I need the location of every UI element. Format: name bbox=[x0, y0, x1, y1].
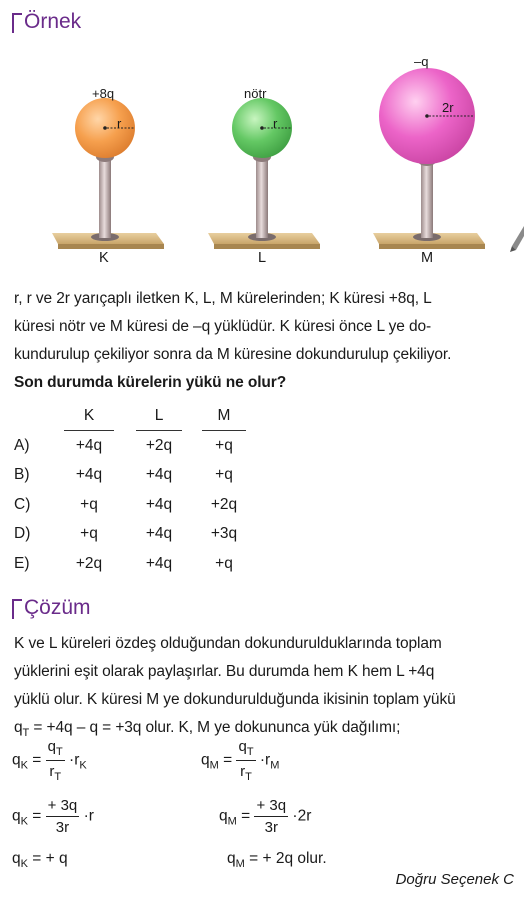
solution-line: K ve L küreleri özdeş olduğundan dokundurulduklarında toplam bbox=[14, 635, 442, 652]
question-line: kundurulup çekiliyor sonra da M küresine dokundurulup çekiliyor. bbox=[14, 346, 452, 363]
option-value-K: +2q bbox=[75, 554, 103, 572]
option-value-M: +q bbox=[215, 436, 233, 454]
solution-heading: Çözüm bbox=[24, 596, 91, 619]
sphere-K-charge: +8q bbox=[92, 86, 115, 101]
question-line: küresi nötr ve M küresi de –q yüklüdür. K küresi önce L ye do- bbox=[14, 318, 432, 335]
option-letter: E) bbox=[14, 554, 30, 572]
sphere-L-letter: L bbox=[258, 250, 267, 266]
sphere-L-stand bbox=[208, 98, 320, 249]
total-charge-line: $q_T = +4q - q = +3q$ olur. K, M ye dokununca yük dağılımı; bbox=[14, 719, 401, 740]
option-value-M: +q bbox=[215, 554, 233, 572]
option-value-L: +4q bbox=[145, 466, 173, 484]
option-value-L: +4q bbox=[145, 525, 173, 543]
option-value-M: +q bbox=[215, 466, 233, 484]
sphere-L-charge: nötr bbox=[244, 86, 267, 101]
answer-options-table bbox=[14, 401, 246, 579]
spheres-figure bbox=[0, 50, 524, 272]
option-value-K: +4q bbox=[75, 436, 103, 454]
result-qM: $q_M$ = + 2q olur. bbox=[227, 850, 327, 871]
option-letter: A) bbox=[14, 436, 30, 454]
option-letter: B) bbox=[14, 466, 30, 484]
option-letter: C) bbox=[14, 495, 31, 513]
sphere-M-charge: –q bbox=[414, 54, 429, 69]
example-heading-marker bbox=[12, 13, 22, 33]
option-value-L: +4q bbox=[145, 495, 173, 513]
column-L: L bbox=[136, 401, 182, 431]
fraction-3q-3r: $\frac{+ 3q}{3r}$ bbox=[47, 797, 78, 836]
option-value-K: +q bbox=[80, 495, 98, 513]
option-letter: D) bbox=[14, 525, 31, 543]
sphere-M-stand bbox=[373, 68, 485, 249]
sphere-M-letter: M bbox=[421, 250, 434, 266]
sphere-M-radius: 2r bbox=[442, 100, 454, 115]
column-K: K bbox=[64, 401, 114, 431]
sphere-L-radius: r bbox=[273, 116, 278, 131]
option-value-L: +4q bbox=[145, 554, 173, 572]
question-line: r, r ve 2r yarıçaplı iletken K, L, M kürelerinden; K küresi +8q, L bbox=[14, 290, 432, 307]
fraction-3q-3r: $\frac{+ 3q}{3r}$ bbox=[256, 797, 287, 836]
fraction-qT-rT: $\frac{q_T}{r_T}$ bbox=[47, 738, 63, 783]
option-value-M: +2q bbox=[210, 495, 238, 513]
formula-qK-value: $q_K$ = $\frac{+ 3q}{3r}$ ·r bbox=[12, 797, 94, 836]
option-row-B[interactable] bbox=[14, 461, 246, 491]
question-prompt: Son durumda kürelerin yükü ne olur? bbox=[14, 374, 287, 391]
option-row-A[interactable] bbox=[14, 431, 246, 461]
solution-line: yüklerini eşit olarak paylaşırlar. Bu durumda hem K hem L +4q bbox=[14, 663, 435, 680]
sphere-K-letter: K bbox=[99, 250, 109, 266]
result-qK: $q_K$ = + q bbox=[12, 850, 68, 871]
column-M: M bbox=[202, 401, 246, 431]
correct-answer: Doğru Seçenek C bbox=[395, 871, 514, 888]
solution-heading-marker bbox=[12, 599, 22, 619]
fraction-qT-rT: $\frac{q_T}{r_T}$ bbox=[238, 738, 254, 783]
sphere-K-radius: r bbox=[117, 116, 122, 131]
example-heading: Örnek bbox=[24, 10, 82, 33]
question-text bbox=[14, 285, 520, 397]
solution-line: yüklü olur. K küresi M ye dokundurulduğunda ikisinin toplam yükü bbox=[14, 691, 456, 708]
option-value-K: +4q bbox=[75, 466, 103, 484]
option-value-K: +q bbox=[80, 525, 98, 543]
option-row-D[interactable] bbox=[14, 520, 246, 550]
solution-text bbox=[14, 630, 520, 747]
sphere-K-stand bbox=[52, 98, 164, 249]
formula-qK-ratio: $q_K$ = $\frac{q_T}{r_T}$ $\cdot r_K$ bbox=[12, 738, 87, 783]
option-row-C[interactable] bbox=[14, 490, 246, 520]
option-value-M: +3q bbox=[210, 525, 238, 543]
formula-qM-value: $q_M$ = $\frac{+ 3q}{3r}$ ·2r bbox=[219, 797, 312, 836]
formula-qM-ratio: $q_M$ = $\frac{q_T}{r_T}$ $\cdot r_M$ bbox=[201, 738, 280, 783]
option-row-E[interactable] bbox=[14, 549, 246, 579]
option-value-L: +2q bbox=[145, 436, 173, 454]
